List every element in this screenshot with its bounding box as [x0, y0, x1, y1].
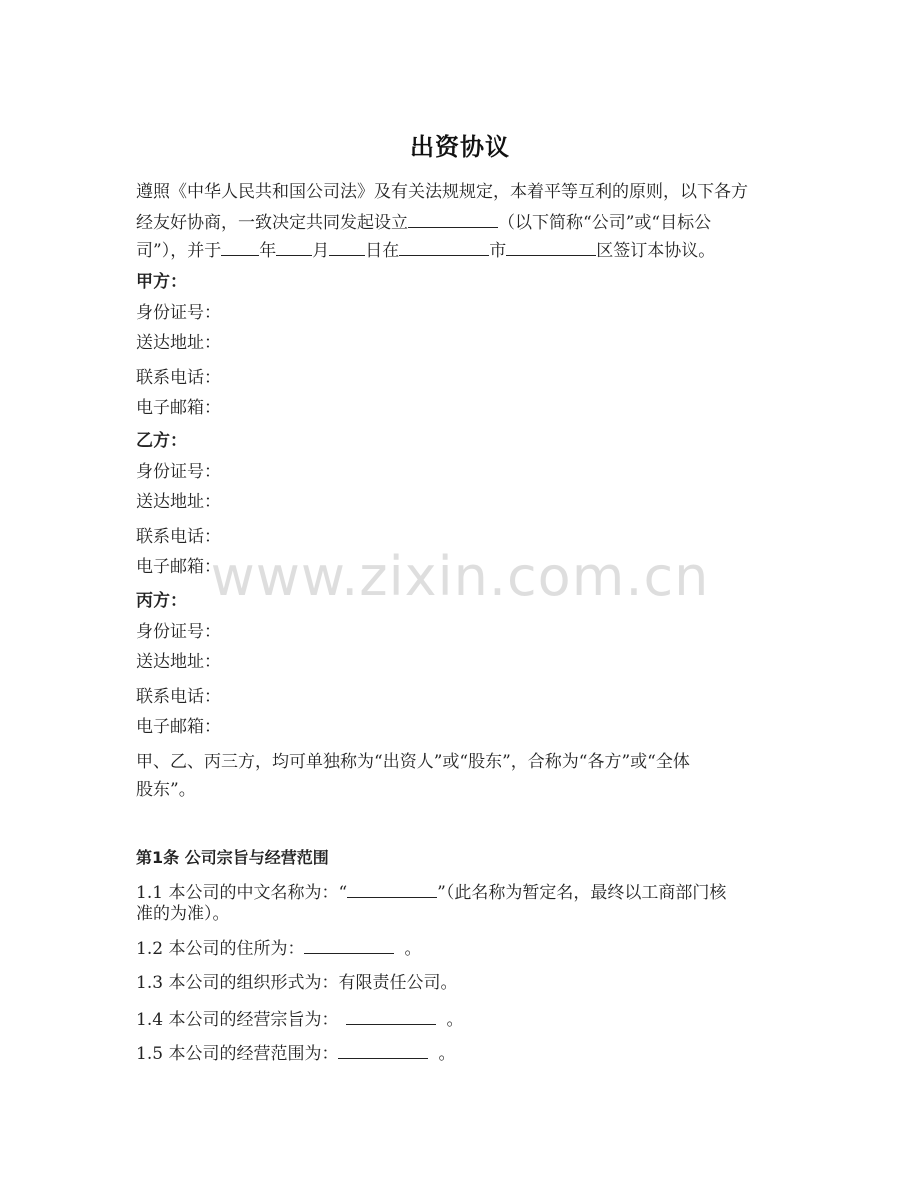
party-b-id-label: 身份证号： — [136, 462, 221, 482]
party-a-id-label: 身份证号： — [136, 303, 221, 323]
day-blank[interactable] — [329, 239, 365, 256]
party-a-phone-label: 联系电话： — [136, 368, 221, 388]
month-label: 月 — [312, 241, 330, 261]
clause-text: 1.1 本公司的中文名称为：“ — [136, 883, 348, 903]
clause-text: 。 — [438, 1044, 456, 1064]
intro-text: 司”），并于 — [136, 241, 222, 261]
document-title: 出资协议 — [410, 133, 510, 161]
party-b-label: 乙方： — [136, 431, 187, 451]
party-c-label: 丙方： — [136, 591, 187, 611]
clause-text: 。 — [404, 939, 422, 959]
party-a-email-label: 电子邮箱： — [136, 398, 221, 418]
clause-text: 1.4 本公司的经营宗旨为： — [136, 1010, 339, 1030]
party-b-phone-label: 联系电话： — [136, 527, 221, 547]
clause-text: 1.2 本公司的住所为： — [136, 939, 305, 959]
clause-text: 1.5 本公司的经营范围为： — [136, 1044, 339, 1064]
clause-text: ”（此名称为暂定名，最终以工商部门核 — [437, 883, 727, 903]
clause-1-3: 1.3 本公司的组织形式为：有限责任公司。 — [136, 973, 458, 993]
intro-text: （以下简称“公司”或“目标公 — [498, 213, 712, 233]
intro-line-2 — [136, 211, 711, 234]
party-c-email-label: 电子邮箱： — [136, 717, 221, 737]
party-c-phone-label: 联系电话： — [136, 687, 221, 707]
party-a-address-label: 送达地址： — [136, 333, 221, 353]
month-blank[interactable] — [276, 239, 312, 256]
intro-text: 遵照《中华人民共和国公司法》及有关法规规定，本着平等互利的原则，以下各方 — [136, 182, 748, 202]
district-blank[interactable] — [506, 239, 596, 256]
party-b-email-label: 电子邮箱： — [136, 557, 221, 577]
clause-text: 。 — [446, 1010, 464, 1030]
intro-text: 经友好协商，一致决定共同发起设立 — [136, 213, 408, 233]
article-1-heading: 第1条 公司宗旨与经营范围 — [136, 848, 329, 867]
chinese-name-blank[interactable] — [347, 881, 437, 898]
clause-1-4 — [136, 1008, 463, 1031]
year-blank[interactable] — [221, 239, 259, 256]
clause-1-1-line-1 — [136, 881, 726, 904]
purpose-blank[interactable] — [346, 1008, 436, 1025]
intro-line-3 — [136, 239, 715, 262]
summary-line-2: 股东”。 — [136, 780, 196, 800]
address-blank[interactable] — [304, 937, 394, 954]
day-label: 日在 — [365, 241, 400, 261]
party-c-id-label: 身份证号： — [136, 622, 221, 642]
city-label: 市 — [489, 241, 507, 261]
scope-blank[interactable] — [338, 1042, 428, 1059]
intro-text: 区签订本协议。 — [596, 241, 716, 261]
clause-1-5 — [136, 1042, 455, 1065]
summary-line-1: 甲、乙、丙三方，均可单独称为“出资人”或“股东”，合称为“各方”或“全体 — [136, 752, 690, 772]
company-name-blank[interactable] — [408, 211, 498, 228]
city-blank[interactable] — [399, 239, 489, 256]
party-a-label: 甲方： — [136, 272, 187, 292]
year-label: 年 — [259, 241, 277, 261]
clause-1-1-line-2: 准的为准）。 — [136, 904, 230, 924]
party-c-address-label: 送达地址： — [136, 652, 221, 672]
intro-line-1 — [136, 181, 748, 203]
clause-1-2 — [136, 937, 421, 960]
watermark: www.zixin.com.cn — [210, 545, 710, 608]
party-b-address-label: 送达地址： — [136, 492, 221, 512]
